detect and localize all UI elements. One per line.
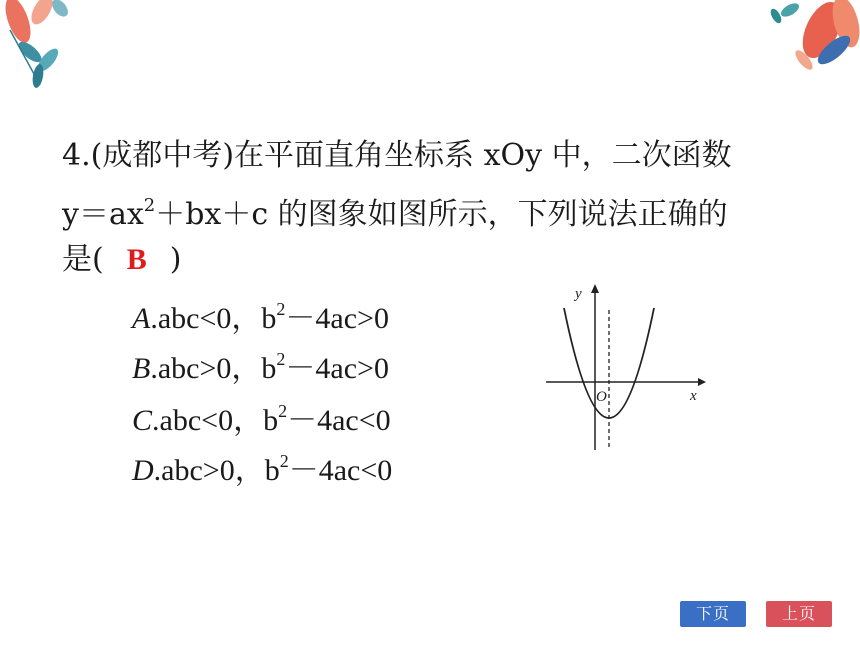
question-line-2 [62, 188, 728, 235]
question-line-1: 4.(成都中考)在平面直角坐标系 xOy 中，二次函数 [62, 138, 732, 173]
exponent: 2 [276, 299, 286, 319]
exponent: 2 [279, 451, 289, 471]
equation-part: y＝ax [62, 197, 144, 232]
option-text: .abc>0，b [153, 454, 280, 487]
option-c [132, 393, 391, 441]
option-text-rest: －4ac>0 [285, 352, 389, 385]
y-axis-label: y [575, 286, 582, 302]
leaf-decoration-icon [730, 0, 860, 80]
option-text-rest: －4ac>0 [285, 302, 389, 335]
question-line-3-post: ) [169, 242, 182, 277]
option-letter: B [132, 352, 151, 385]
y-axis-arrow [591, 284, 599, 293]
x-axis-label: x [690, 388, 697, 404]
previous-page-button[interactable]: 上页 [766, 601, 832, 627]
option-text: .abc<0，b [152, 404, 279, 437]
origin-label: O [596, 389, 607, 405]
option-d [132, 443, 392, 491]
option-letter: D [132, 454, 154, 487]
option-letter: A [132, 302, 151, 335]
leaf-decoration-icon [0, 0, 90, 100]
question-line-2-rest: ＋bx＋c 的图象如图所示，下列说法正确的 [155, 197, 728, 232]
option-text: .abc>0，b [150, 352, 277, 385]
exponent: 2 [276, 349, 286, 369]
option-text-rest: －4ac<0 [287, 404, 391, 437]
parabola-graph [540, 280, 710, 455]
question-line-3 [62, 240, 181, 280]
option-a [132, 291, 389, 339]
exponent: 2 [143, 195, 156, 216]
answer-text: B [126, 243, 147, 276]
option-letter: C [132, 404, 153, 437]
option-text: .abc<0，b [150, 302, 277, 335]
exponent: 2 [278, 401, 288, 421]
option-b [132, 341, 389, 389]
question-line-3-pre: 是( [62, 242, 104, 277]
x-axis-arrow [698, 378, 706, 386]
option-text-rest: －4ac<0 [288, 454, 393, 487]
next-page-button[interactable]: 下页 [680, 601, 746, 627]
